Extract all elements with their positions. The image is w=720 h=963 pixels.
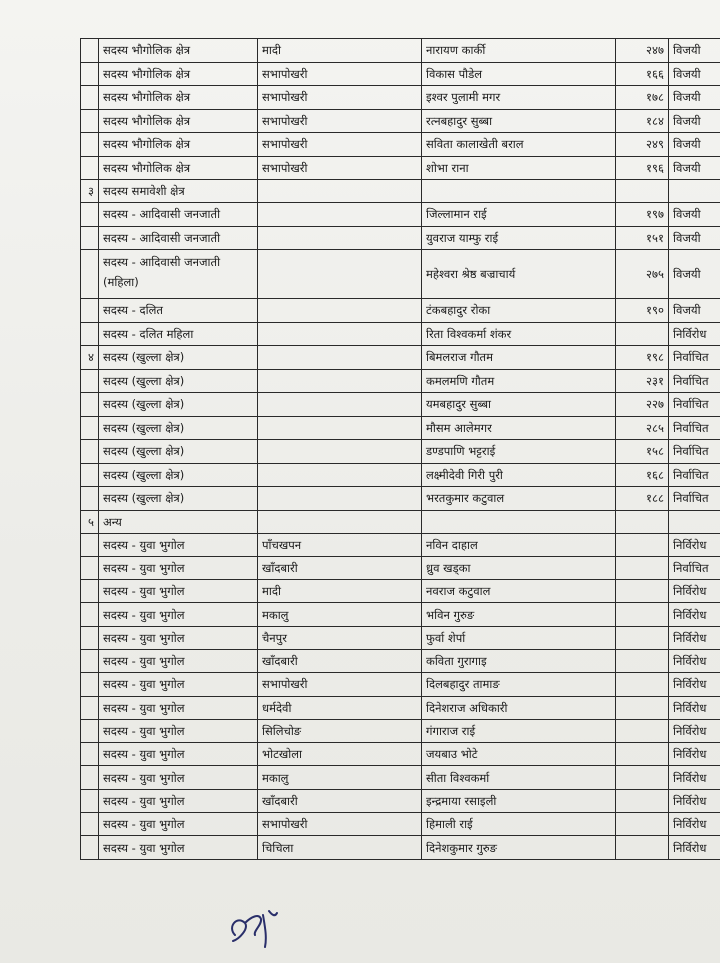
area-cell [258,226,422,250]
votes-cell: १८४ [616,109,669,133]
area-cell [258,250,422,299]
candidate-name-cell: नारायण कार्की [422,39,616,63]
table-row [81,322,720,346]
candidate-name-cell: सविता कालाखेती बराल [422,133,616,157]
post-cell: सदस्य - युवा भुगोल [99,649,258,672]
status-cell [669,180,720,203]
post-cell: सदस्य (खुल्ला क्षेत्र) [99,487,258,511]
area-cell: सभापोखरी [258,813,422,836]
status-cell: विजयी [669,226,720,250]
table-row [81,789,720,812]
post-cell: सदस्य - युवा भुगोल [99,556,258,579]
post-cell: सदस्य - युवा भुगोल [99,673,258,696]
status-cell: विजयी [669,299,720,323]
table-row [81,133,720,157]
status-cell: निर्विरोध [669,766,720,789]
candidate-name-cell: ध्रुव खड्का [422,556,616,579]
status-cell: निर्वाचित [669,463,720,487]
status-cell: निर्विरोध [669,673,720,696]
table-row [81,416,720,440]
status-cell: निर्विरोध [669,719,720,742]
area-cell [258,369,422,393]
area-cell [258,440,422,464]
votes-cell [616,322,669,346]
votes-cell: २४७ [616,39,669,63]
votes-cell [616,719,669,742]
status-cell: निर्वाचित [669,346,720,370]
row-number [81,487,99,511]
area-cell [258,393,422,417]
candidate-name-cell: गंगाराज राई [422,719,616,742]
votes-cell: १५८ [616,440,669,464]
area-cell: सभापोखरी [258,673,422,696]
candidate-name-cell: विकास पौडेल [422,62,616,86]
area-cell [258,463,422,487]
table-row [81,556,720,579]
status-cell: निर्विरोध [669,789,720,812]
status-cell: विजयी [669,109,720,133]
row-number [81,463,99,487]
post-cell: अन्य [99,510,258,533]
row-number: ४ [81,346,99,370]
candidate-name-cell: सीता विश्वकर्मा [422,766,616,789]
row-number [81,813,99,836]
row-number [81,766,99,789]
row-number [81,580,99,603]
post-cell: सदस्य - युवा भुगोल [99,626,258,649]
row-number [81,603,99,626]
table-row [81,62,720,86]
table-row [81,580,720,603]
status-cell: निर्विरोध [669,836,720,859]
table-row [81,487,720,511]
post-cell: सदस्य - आदिवासी जनजाती (महिला) [99,250,258,299]
candidate-name-cell: दिलबहादुर तामाङ [422,673,616,696]
status-cell: विजयी [669,133,720,157]
row-number [81,440,99,464]
area-cell: मादी [258,39,422,63]
table-row [81,719,720,742]
votes-cell [616,813,669,836]
status-cell: निर्विरोध [669,603,720,626]
candidate-name-cell: रत्नबहादुर सुब्बा [422,109,616,133]
area-cell [258,510,422,533]
area-cell [258,487,422,511]
area-cell: खाँदबारी [258,556,422,579]
candidate-name-cell: जिल्लामान राई [422,203,616,227]
votes-cell: १६६ [616,62,669,86]
post-cell: सदस्य (खुल्ला क्षेत्र) [99,463,258,487]
status-cell: निर्विरोध [669,649,720,672]
votes-cell [616,626,669,649]
table-row [81,226,720,250]
row-number [81,203,99,227]
row-number [81,86,99,110]
candidate-name-cell: इन्द्रमाया रसाइली [422,789,616,812]
post-cell: सदस्य - युवा भुगोल [99,789,258,812]
post-cell: सदस्य (खुल्ला क्षेत्र) [99,440,258,464]
table-row [81,463,720,487]
status-cell: निर्विरोध [669,626,720,649]
row-number [81,156,99,180]
row-number [81,789,99,812]
status-cell: विजयी [669,156,720,180]
status-cell: विजयी [669,62,720,86]
table-row [81,250,720,299]
row-number [81,533,99,556]
candidate-name-cell [422,510,616,533]
area-cell: मादी [258,580,422,603]
row-number [81,416,99,440]
table-row [81,649,720,672]
row-number [81,62,99,86]
post-cell: सदस्य (खुल्ला क्षेत्र) [99,346,258,370]
election-results-table [80,38,720,860]
table-row [81,766,720,789]
status-cell: निर्विरोध [669,580,720,603]
row-number [81,226,99,250]
votes-cell: १७८ [616,86,669,110]
votes-cell [616,533,669,556]
votes-cell [616,673,669,696]
row-number [81,393,99,417]
area-cell [258,203,422,227]
status-cell: निर्विरोध [669,813,720,836]
table-row [81,813,720,836]
row-number [81,719,99,742]
post-cell: सदस्य - दलित [99,299,258,323]
candidate-name-cell: इश्वर पुलामी मगर [422,86,616,110]
candidate-name-cell: फुर्वा शेर्पा [422,626,616,649]
table-row [81,86,720,110]
votes-cell: १९० [616,299,669,323]
results-table-body [81,39,720,860]
row-number [81,39,99,63]
area-cell: सभापोखरी [258,109,422,133]
post-cell: सदस्य भौगोलिक क्षेत्र [99,109,258,133]
row-number [81,696,99,719]
area-cell: खाँदबारी [258,649,422,672]
post-cell: सदस्य भौगोलिक क्षेत्र [99,62,258,86]
candidate-name-cell: युवराज याम्फु राई [422,226,616,250]
votes-cell: २२७ [616,393,669,417]
row-number [81,673,99,696]
area-cell [258,299,422,323]
votes-cell [616,510,669,533]
row-number [81,743,99,766]
area-cell: मकालु [258,603,422,626]
area-cell: खाँदबारी [258,789,422,812]
candidate-name-cell: नविन दाहाल [422,533,616,556]
votes-cell [616,180,669,203]
row-number [81,250,99,299]
votes-cell [616,603,669,626]
status-cell: निर्विरोध [669,322,720,346]
candidate-name-cell: रिता विश्वकर्मा शंकर [422,322,616,346]
candidate-name-cell: बिमलराज गौतम [422,346,616,370]
table-row [81,440,720,464]
status-cell: विजयी [669,203,720,227]
post-cell: सदस्य (खुल्ला क्षेत्र) [99,369,258,393]
row-number [81,626,99,649]
status-cell: निर्वाचित [669,487,720,511]
votes-cell [616,649,669,672]
votes-cell: १९६ [616,156,669,180]
area-cell: धर्मदेवी [258,696,422,719]
candidate-name-cell: मौसम आलेमगर [422,416,616,440]
table-row [81,673,720,696]
post-cell: सदस्य - युवा भुगोल [99,719,258,742]
candidate-name-cell: टंकबहादुर रोका [422,299,616,323]
status-cell: निर्विरोध [669,696,720,719]
status-cell: निर्विरोध [669,743,720,766]
candidate-name-cell: नवराज कटुवाल [422,580,616,603]
status-cell: निर्वाचित [669,556,720,579]
area-cell [258,180,422,203]
post-cell: सदस्य - युवा भुगोल [99,533,258,556]
post-cell: सदस्य - युवा भुगोल [99,766,258,789]
table-row [81,109,720,133]
table-row [81,533,720,556]
status-cell: विजयी [669,86,720,110]
candidate-name-cell: महेश्वरा श्रेष्ठ बज्राचार्य [422,250,616,299]
candidate-name-cell: शोभा राना [422,156,616,180]
candidate-name-cell: यमबहादुर सुब्बा [422,393,616,417]
status-cell: निर्वाचित [669,440,720,464]
post-cell: सदस्य भौगोलिक क्षेत्र [99,156,258,180]
table-row [81,180,720,203]
votes-cell [616,556,669,579]
area-cell: सभापोखरी [258,133,422,157]
row-number [81,369,99,393]
post-cell: सदस्य - युवा भुगोल [99,836,258,859]
post-cell: सदस्य - युवा भुगोल [99,813,258,836]
row-number: ५ [81,510,99,533]
status-cell: विजयी [669,250,720,299]
votes-cell: २८५ [616,416,669,440]
area-cell [258,416,422,440]
area-cell: सिलिचोङ [258,719,422,742]
area-cell: सभापोखरी [258,62,422,86]
post-cell: सदस्य - युवा भुगोल [99,603,258,626]
votes-cell [616,743,669,766]
candidate-name-cell: भविन गुरुङ [422,603,616,626]
table-row [81,696,720,719]
table-row [81,346,720,370]
row-number [81,299,99,323]
row-number [81,649,99,672]
candidate-name-cell: डण्डपाणि भट्टराई [422,440,616,464]
votes-cell: १९८ [616,346,669,370]
candidate-name-cell: जयबाउ भोटे [422,743,616,766]
row-number [81,556,99,579]
area-cell: सभापोखरी [258,156,422,180]
area-cell: पाँचखपन [258,533,422,556]
post-cell: सदस्य - युवा भुगोल [99,580,258,603]
status-cell: निर्विरोध [669,533,720,556]
table-row [81,39,720,63]
votes-cell: २४९ [616,133,669,157]
post-cell: सदस्य भौगोलिक क्षेत्र [99,39,258,63]
post-cell: सदस्य - आदिवासी जनजाती [99,226,258,250]
area-cell [258,346,422,370]
votes-cell [616,696,669,719]
votes-cell: २७५ [616,250,669,299]
row-number [81,322,99,346]
candidate-name-cell [422,180,616,203]
candidate-name-cell: दिनेशकुमार गुरुङ [422,836,616,859]
post-cell: सदस्य - आदिवासी जनजाती [99,203,258,227]
row-number [81,109,99,133]
table-row [81,626,720,649]
candidate-name-cell: हिमाली राई [422,813,616,836]
area-cell: सभापोखरी [258,86,422,110]
table-row [81,156,720,180]
status-cell: निर्वाचित [669,369,720,393]
status-cell [669,510,720,533]
area-cell: मकालु [258,766,422,789]
table-row [81,603,720,626]
votes-cell [616,789,669,812]
votes-cell [616,836,669,859]
table-row [81,369,720,393]
table-row [81,836,720,859]
votes-cell [616,580,669,603]
votes-cell: १९७ [616,203,669,227]
votes-cell: १६८ [616,463,669,487]
post-cell: सदस्य (खुल्ला क्षेत्र) [99,416,258,440]
post-cell: सदस्य - युवा भुगोल [99,696,258,719]
table-row [81,510,720,533]
status-cell: निर्वाचित [669,393,720,417]
post-cell: सदस्य - युवा भुगोल [99,743,258,766]
candidate-name-cell: लक्ष्मीदेवी गिरी पुरी [422,463,616,487]
votes-cell: १८८ [616,487,669,511]
post-cell: सदस्य भौगोलिक क्षेत्र [99,133,258,157]
area-cell: भोटखोला [258,743,422,766]
candidate-name-cell: कविता गुरागाइ [422,649,616,672]
handwritten-signature [225,905,285,950]
candidate-name-cell: दिनेशराज अधिकारी [422,696,616,719]
table-row [81,743,720,766]
candidate-name-cell: भरतकुमार कटुवाल [422,487,616,511]
post-cell: सदस्य समावेशी क्षेत्र [99,180,258,203]
post-cell: सदस्य (खुल्ला क्षेत्र) [99,393,258,417]
row-number [81,133,99,157]
votes-cell [616,766,669,789]
area-cell [258,322,422,346]
votes-cell: २३१ [616,369,669,393]
status-cell: निर्वाचित [669,416,720,440]
post-cell: सदस्य - दलित महिला [99,322,258,346]
candidate-name-cell: कमलमणि गौतम [422,369,616,393]
table-row [81,299,720,323]
table-row [81,203,720,227]
row-number: ३ [81,180,99,203]
area-cell: चैनपुर [258,626,422,649]
area-cell: चिचिला [258,836,422,859]
table-row [81,393,720,417]
votes-cell: १५१ [616,226,669,250]
status-cell: विजयी [669,39,720,63]
row-number [81,836,99,859]
post-cell: सदस्य भौगोलिक क्षेत्र [99,86,258,110]
